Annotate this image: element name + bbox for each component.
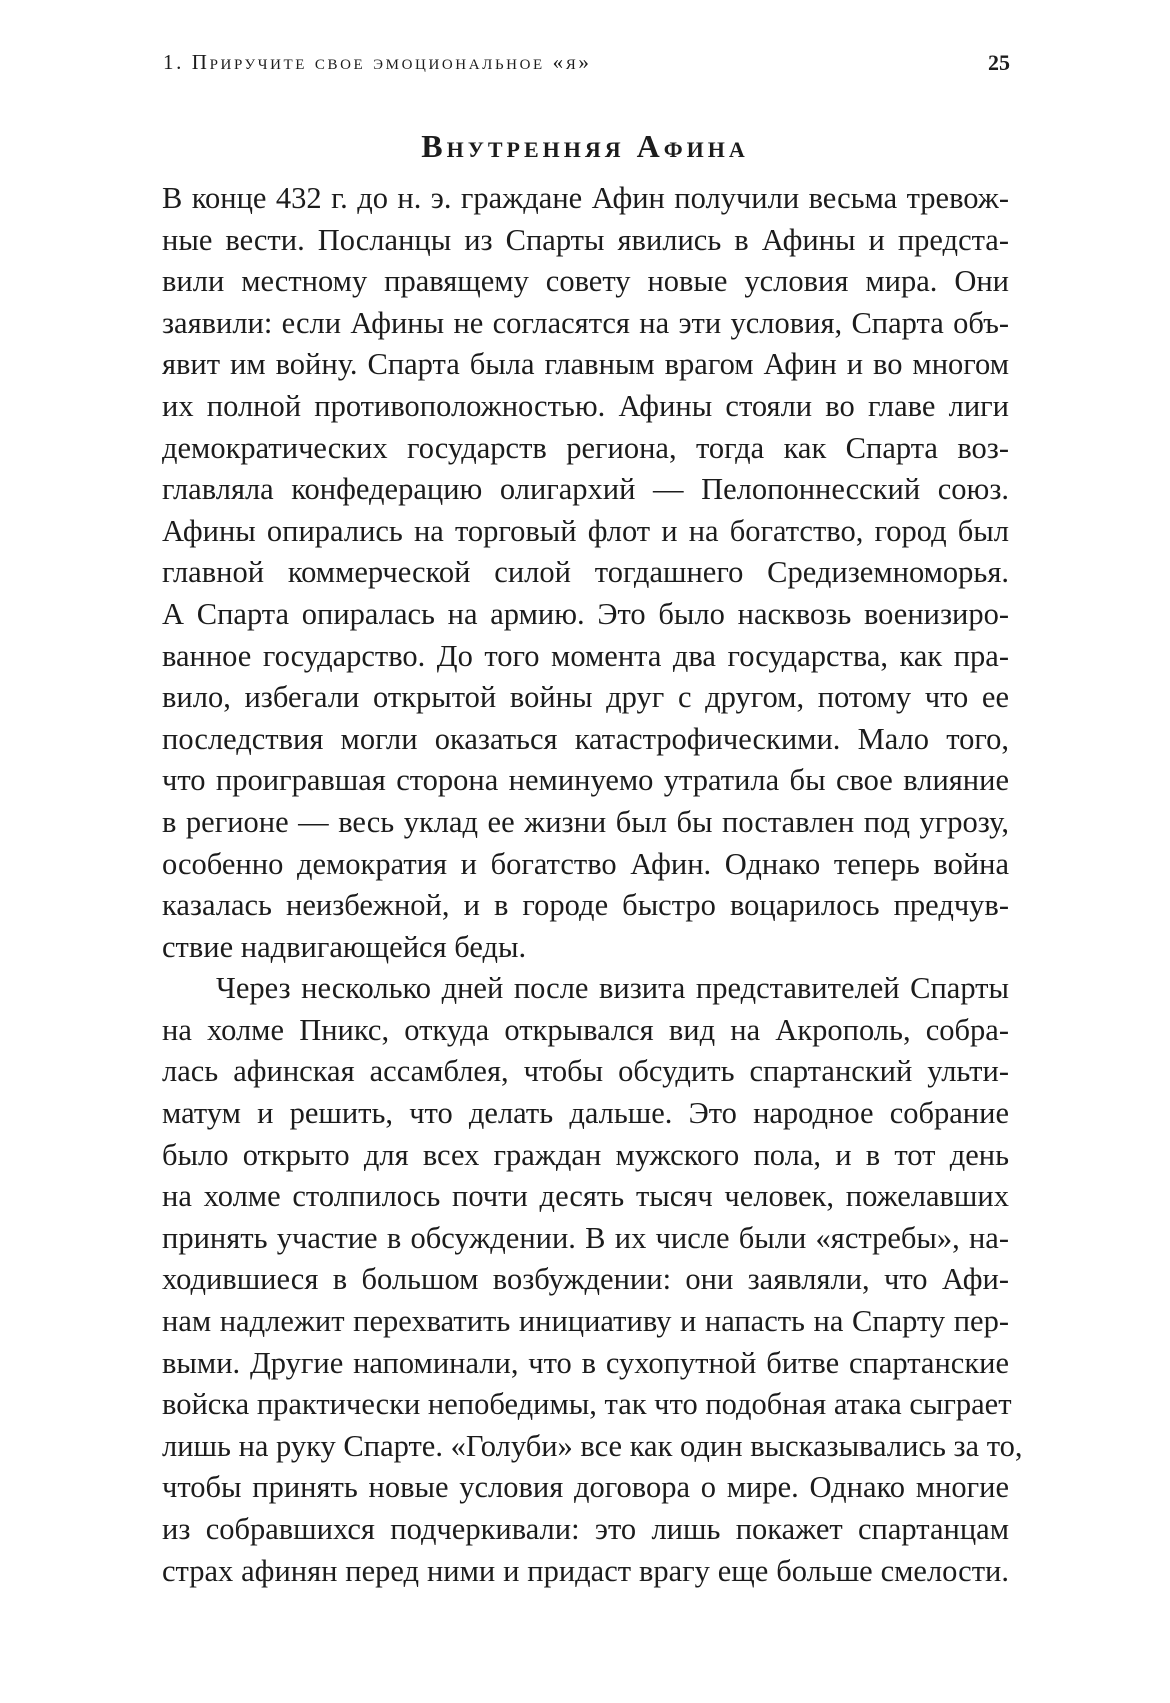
text-line: страх афинян перед ними и придаст врагу еще больше смелости.: [162, 1553, 1009, 1588]
text-line: вило, избегали открытой войны друг с другом, потому что ее: [162, 680, 1009, 715]
paragraph-1: [162, 178, 1009, 968]
text-line: принять участие в обсуждении. В их числе были «ястребы», на-: [162, 1220, 1009, 1255]
text-line: последствия могли оказаться катастрофическими. Мало того,: [162, 721, 1009, 756]
text-line: явит им войну. Спарта была главным врагом Афин и во многом: [162, 347, 1009, 382]
text-line: ные вести. Посланцы из Спарты явились в Афины и предста-: [162, 222, 1009, 257]
text-line: нам надлежит перехватить инициативу и напасть на Спарту пер-: [162, 1304, 1009, 1339]
text-line: Афины опирались на торговый флот и на богатство, город был: [162, 513, 1009, 548]
text-line: ходившиеся в большом возбуждении: они заявляли, что Афи-: [162, 1262, 1009, 1297]
text-line: матум и решить, что делать дальше. Это народное собрание: [162, 1096, 1009, 1131]
text-line: в регионе — весь уклад ее жизни был бы поставлен под угрозу,: [162, 804, 1009, 839]
text-line: казалась неизбежной, и в городе быстро воцарилось предчув-: [162, 888, 1009, 923]
paragraph-2: [162, 968, 1023, 1592]
text-line: вили местному правящему совету новые условия мира. Они: [162, 264, 1009, 299]
section-heading: Внутренняя Афина: [421, 128, 749, 164]
text-line: лась афинская ассамблея, чтобы обсудить спартанский ульти-: [162, 1054, 1009, 1089]
text-line: ствие надвигающейся беды.: [162, 929, 527, 964]
page-number: 25: [988, 50, 1010, 75]
text-line: А Спарта опиралась на армию. Это было насквозь военизиро-: [162, 596, 1009, 631]
text-line: заявили: если Афины не согласятся на эти условия, Спарта объ-: [162, 305, 1009, 340]
text-line: В конце 432 г. до н. э. граждане Афин получили весьма тревож-: [162, 181, 1009, 215]
text-line: особенно демократия и богатство Афин. Однако теперь война: [162, 846, 1009, 881]
text-line: войска практически непобедимы, так что подобная атака сыграет: [162, 1387, 1012, 1422]
body-text: [162, 178, 1023, 1592]
running-head: 1. Приручите свое эмоциональное «я»: [163, 50, 592, 74]
text-line: чтобы принять новые условия договора о мире. Однако многие: [162, 1470, 1009, 1505]
text-line: главляла конфедерацию олигархий — Пелопоннесский союз.: [162, 472, 1009, 507]
text-line: выми. Другие напоминали, что в сухопутной битве спартанские: [162, 1345, 1009, 1380]
text-line: из собравшихся подчеркивали: это лишь покажет спартанцам: [162, 1512, 1009, 1546]
text-line: на холме столпилось почти десять тысяч человек, пожелавших: [162, 1179, 1009, 1214]
text-line: лишь на руку Спарте. «Голуби» все как один высказывались за то,: [162, 1428, 1023, 1463]
text-line: главной коммерческой силой тогдашнего Средиземноморья.: [162, 555, 1009, 590]
text-line: что проигравшая сторона неминуемо утратила бы свое влияние: [162, 763, 1009, 798]
text-line: демократических государств региона, тогда как Спарта воз-: [162, 430, 1009, 465]
text-line: на холме Пникс, откуда открывался вид на Акрополь, собра-: [162, 1012, 1009, 1047]
text-line: ванное государство. До того момента два государства, как пра-: [162, 638, 1009, 673]
text-line: их полной противоположностью. Афины стояли во главе лиги: [162, 388, 1009, 423]
text-line: Через несколько дней после визита представителей Спарты: [216, 971, 1009, 1006]
text-line: было открыто для всех граждан мужского пола, и в тот день: [162, 1137, 1009, 1172]
